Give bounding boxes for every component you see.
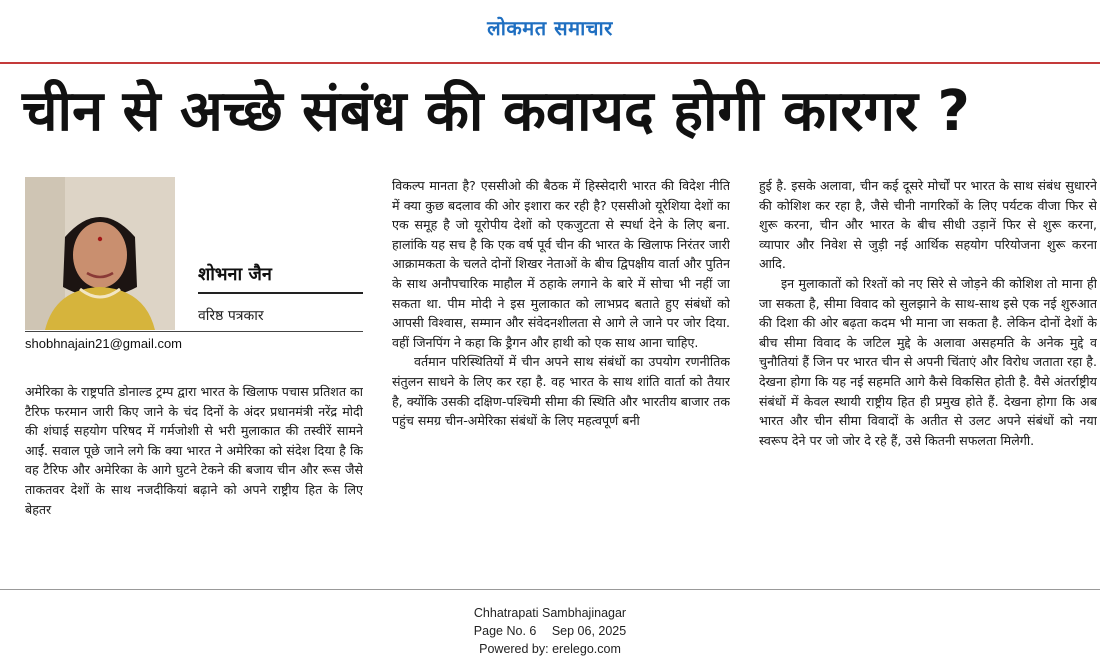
paragraph: वर्तमान परिस्थितियों में चीन अपने साथ संबंधों का उपयोग रणनीतिक संतुलन साधने के लिए कर रहा है. वह भारत के साथ शांति वार्ता को तैयार है, क्योंकि उसकी दक्षिण-पश्चिमी सीमा की स्थिति और भारतीय बाजार तक पहुंच समग्र चीन-अमेरिका संबंधों के लिए महत्वपूर्ण बनी xyxy=(392,354,730,429)
footer-date: Sep 06, 2025 xyxy=(551,624,627,638)
paragraph: विकल्प मानता है? एससीओ की बैठक में हिस्सेदारी भारत की विदेश नीति में क्या कुछ बदलाव की ओर इशारा कर रही है? एससीओ यूरेशिया देशों का एक समूह है जो यूरोपीय देशों को एकजुटता से स्पर्धा देने के लिए बना. हालांकि यह सच है कि एक वर्ष पूर्व चीन की भारत के खिलाफ निरंतर जारी आक्रामकता के चलते दोनों शिखर नेताओं के बीच द्विपक्षीय वार्ता और पुतिन के साथ अनौपचारिक माहौल में ठहाके लगाने के बारे में सोचा भी नहीं जा सकता था. पीम मोदी ने इस मुलाकात को लाभप्रद बताते हुए संबंधों को आपसी विश्वास, सम्मान और संवेदनशीलता से आगे ले जाने पर जोर दिया. वहीं जिनपिंग ने कहा कि ड्रैगन और हाथी को एक साथ आना चाहिए. xyxy=(392,178,730,350)
headline: चीन से अच्छे संबंध की कवायद होगी कारगर ? xyxy=(22,79,970,144)
footer-page-number: Page No. 6 xyxy=(473,624,537,638)
byline-bottom-divider xyxy=(25,331,363,332)
author-role: वरिष्ठ पत्रकार xyxy=(198,308,264,324)
author-email: shobhnajain21@gmail.com xyxy=(25,336,183,351)
footer-divider xyxy=(0,589,1100,590)
article-column-2 xyxy=(392,176,730,582)
byline-divider xyxy=(198,292,363,294)
masthead-title: लोकमत समाचार xyxy=(487,16,613,40)
footer-city: Chhatrapati Sambhajinagar xyxy=(473,606,627,620)
author-portrait-icon xyxy=(25,177,175,330)
article-column-1 xyxy=(25,382,363,582)
paragraph: हुई है. इसके अलावा, चीन कई दूसरे मोर्चों पर भारत के साथ संबंध सुधारने की कोशिश कर रहा है, जैसे चीनी नागरिकों के लिए पर्यटक वीजा फिर से शुरू करना, चीन और भारत के बीच सीधी उड़ानें फिर से शुरू करना, व्यापार और निवेश से जुड़ी नई आर्थिक सहयोग परियोजना शुरू करना आदि. xyxy=(759,178,1097,272)
author-photo xyxy=(25,177,175,330)
header-divider xyxy=(0,62,1100,64)
author-name: शोभना जैन xyxy=(198,264,272,285)
paragraph: अमेरिका के राष्ट्रपति डोनाल्ड ट्रम्प द्वारा भारत के खिलाफ पचास प्रतिशत का टैरिफ फरमान जारी किए जाने के चंद दिनों के अंदर प्रधानमंत्री नरेंद्र मोदी की शंघाई सहयोग परिषद में गर्मजोशी से भरी मुलाकात की तस्वीरें सामने आईं. सवाल पूछे जाने लगे कि क्या भारत ने अमेरिका को संदेश दिया है कि वह टैरिफ और अमेरिका के आगे घुटने टेकने की बजाय चीन और रूस जैसे ताकतवर देशों के साथ नजदीकियां बढ़ाने को अपने राष्ट्रीय हित के लिए बेहतर xyxy=(25,384,363,517)
paragraph: इन मुलाकातों को रिश्तों को नए सिरे से जोड़ने की कोशिश तो माना ही जा सकता है, सीमा विवाद को सुलझाने के साथ-साथ इसे एक नई शुरुआत की दिशा की ओर बढ़ता कदम भी माना जा सकता है. लेकिन दोनों देशों के बीच सीमा विवाद के जटिल मुद्दे के अलावा असहमति के अनेक मुद्दे व चुनौतियां हैं जिन पर भारत चीन से अपनी चिंताएं और विरोध जताता रहा है. देखना होगा कि यह नई सहमति आगे कैसे विकसित होती है. वैसे अंतर्राष्ट्रीय संबंधों में केवल स्थायी राष्ट्रीय हित ही प्रमुख होते हैं. देखना होगा कि अब भारत और चीन सीमा विवादों के अतीत से उलट अपने संबंधों को नया स्वरूप देने पर जो जोर दे रहे हैं, उसे कितनी सफलता मिलेगी. xyxy=(759,275,1097,448)
footer-page-info xyxy=(0,624,1100,638)
article-column-3 xyxy=(759,176,1097,582)
footer-powered-by: Powered by: erelego.com xyxy=(479,642,621,656)
